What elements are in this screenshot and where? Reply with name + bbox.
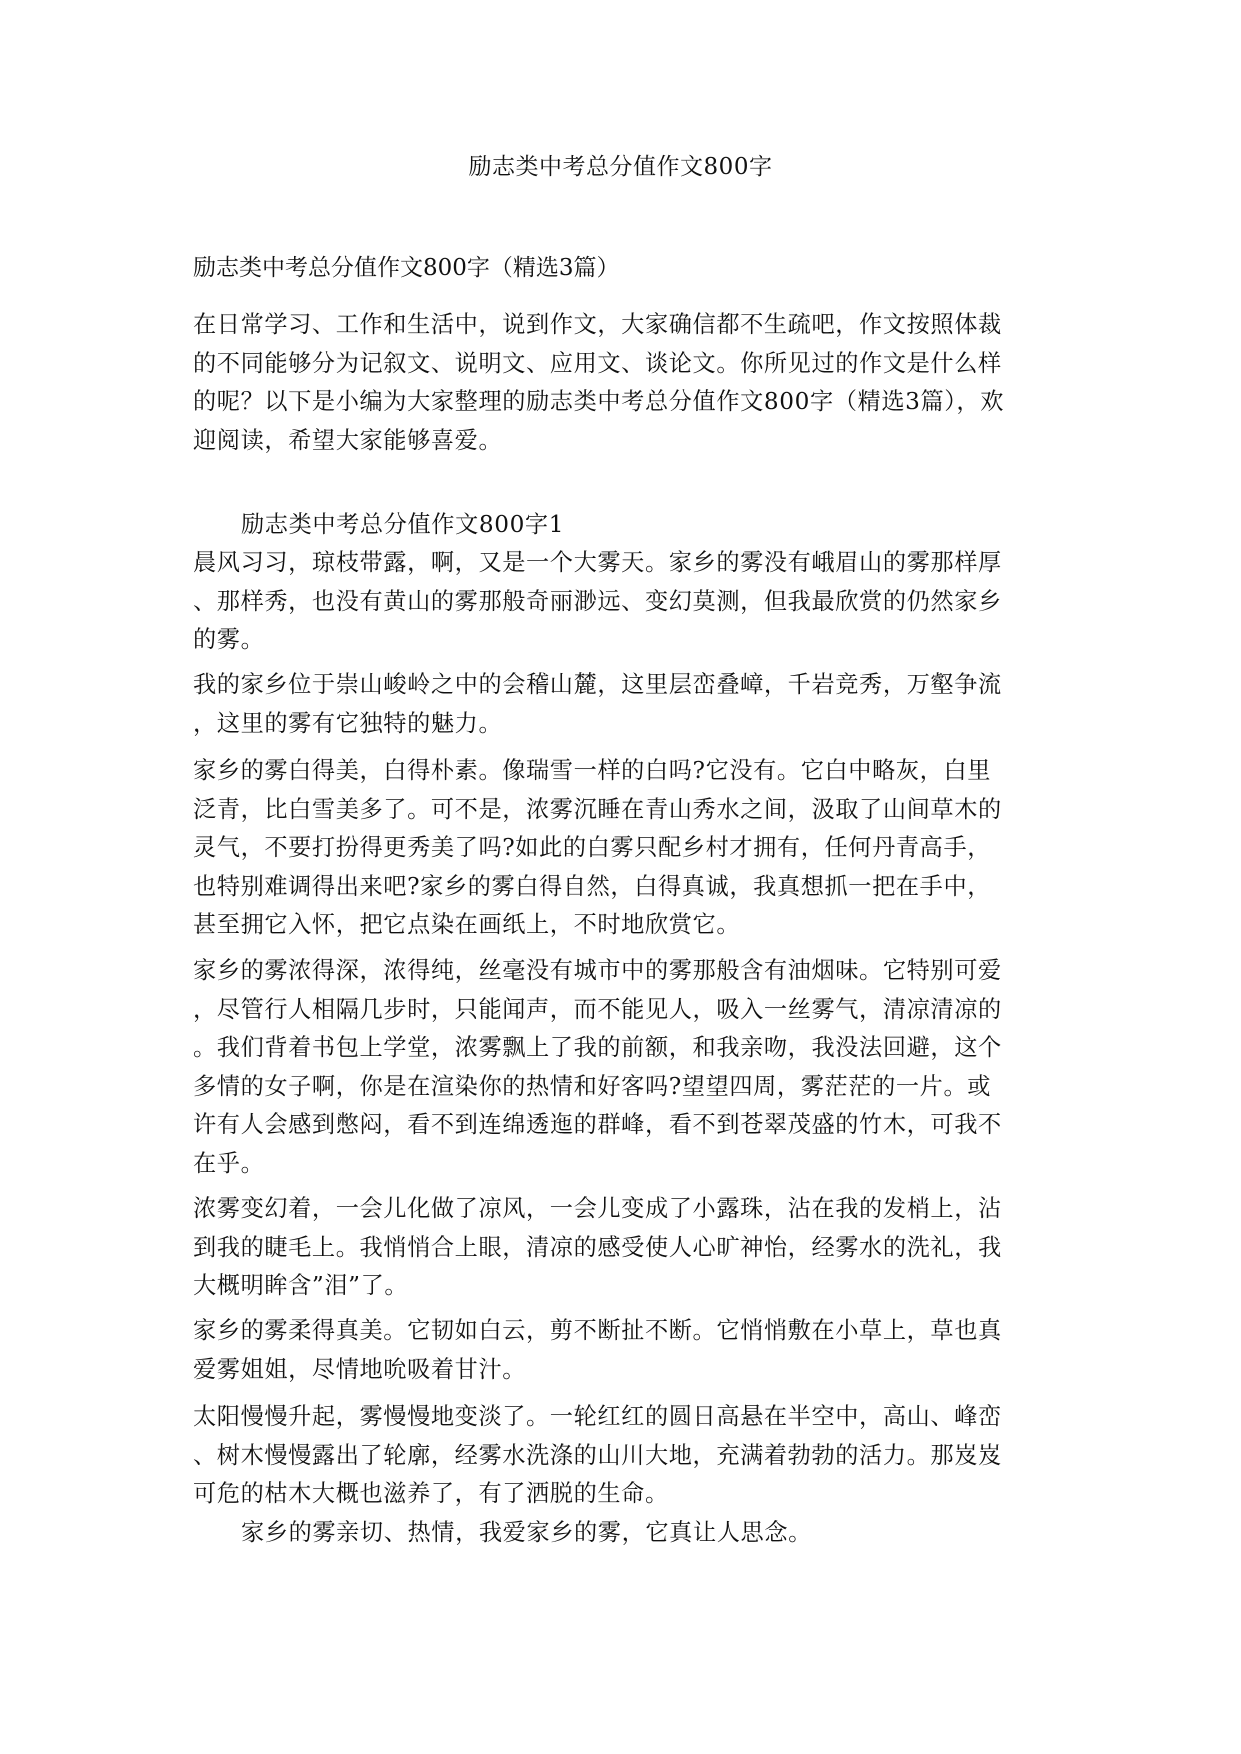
- paragraph-line: 太阳慢慢升起，雾慢慢地变淡了。一轮红红的圆日高悬在半空中，高山、峰峦: [193, 1403, 1002, 1430]
- essay-paragraph: [193, 666, 1049, 743]
- essay-paragraph: [193, 1190, 1049, 1306]
- paragraph-line: ，尽管行人相隔几步时，只能闻声，而不能见人，吸入一丝雾气，清凉清凉的: [193, 995, 1002, 1023]
- paragraph-line: 爱雾姐姐，尽情地吮吸着甘汁。: [193, 1355, 527, 1383]
- paragraph-line: 可危的枯木大概也滋养了，有了洒脱的生命。: [193, 1480, 669, 1508]
- intro-line: 的呢？以下是小编为大家整理的励志类中考总分值作文800字（精选3篇），欢: [193, 388, 1005, 416]
- page-title: 励志类中考总分值作文800字: [468, 154, 773, 180]
- paragraph-line: 浓雾变幻着，一会儿化做了凉风，一会儿变成了小露珠，沾在我的发梢上，沾: [193, 1195, 1002, 1222]
- closing-line: 家乡的雾亲切、热情，我爱家乡的雾，它真让人思念。: [241, 1518, 812, 1546]
- paragraph-line: 许有人会感到憋闷，看不到连绵透迤的群峰，看不到苍翠茂盛的竹木，可我不: [193, 1111, 1002, 1139]
- page-subtitle: 励志类中考总分值作文800字（精选3篇）: [193, 255, 620, 281]
- intro-line: 在日常学习、工作和生活中，说到作文，大家确信都不生疏吧，作文按照体裁: [193, 311, 1002, 338]
- intro-paragraph: [193, 306, 1049, 460]
- paragraph-line: 也特别难调得出来吧?家乡的雾白得自然，白得真诚，我真想抓一把在手中，: [193, 872, 992, 900]
- paragraph-line: 、树木慢慢露出了轮廓，经雾水洗涤的山川大地，充满着勃勃的活力。那岌岌: [193, 1441, 1002, 1469]
- essay-paragraph: [193, 544, 1049, 660]
- paragraph-line: 家乡的雾浓得深，浓得纯，丝毫没有城市中的雾那般含有油烟味。它特别可爱: [193, 957, 1002, 984]
- essay-paragraph: [193, 752, 1049, 945]
- intro-line: 的不同能够分为记叙文、说明文、应用文、谈论文。你所见过的作文是什么样: [193, 349, 1002, 377]
- paragraph-line: 多情的女子啊，你是在渲染你的热情和好客吗?望望四周，雾茫茫的一片。或: [193, 1072, 992, 1100]
- essay-paragraph: [193, 1312, 1049, 1389]
- paragraph-line: 晨风习习，琼枝带露，啊，又是一个大雾天。家乡的雾没有峨眉山的雾那样厚: [193, 549, 1002, 576]
- paragraph-line: 大概明眸含”泪”了。: [193, 1272, 409, 1300]
- paragraph-line: 灵气，不要打扮得更秀美了吗?如此的白雾只配乡村才拥有，任何丹青高手，: [193, 834, 992, 862]
- essay-heading-block: [193, 506, 1049, 545]
- paragraph-line: 的雾。: [193, 626, 265, 654]
- essay-paragraph: [193, 1398, 1049, 1552]
- intro-line: 迎阅读，希望大家能够喜爱。: [193, 426, 503, 454]
- essay-paragraph: [193, 952, 1049, 1184]
- paragraph-line: 家乡的雾白得美，白得朴素。像瑞雪一样的白吗?它没有。它白中略灰，白里: [193, 757, 992, 784]
- paragraph-line: 、那样秀，也没有黄山的雾那般奇丽渺远、变幻莫测，但我最欣赏的仍然家乡: [193, 587, 1002, 615]
- paragraph-line: 在乎。: [193, 1149, 265, 1177]
- essay-heading: 励志类中考总分值作文800字1: [241, 511, 565, 538]
- paragraph-line: 家乡的雾柔得真美。它韧如白云，剪不断扯不断。它悄悄敷在小草上，草也真: [193, 1317, 1002, 1344]
- paragraph-line: ，这里的雾有它独特的魅力。: [193, 709, 503, 737]
- paragraph-line: 。我们背着书包上学堂，浓雾飘上了我的前额，和我亲吻，我没法回避，这个: [193, 1034, 1002, 1062]
- paragraph-line: 泛青，比白雪美多了。可不是，浓雾沉睡在青山秀水之间，汲取了山间草木的: [193, 795, 1002, 823]
- paragraph-line: 到我的睫毛上。我悄悄合上眼，清凉的感受使人心旷神怡，经雾水的洗礼，我: [193, 1233, 1002, 1261]
- paragraph-line: 甚至拥它入怀，把它点染在画纸上，不时地欣赏它。: [193, 911, 741, 939]
- paragraph-line: 我的家乡位于崇山峻岭之中的会稽山麓，这里层峦叠嶂，千岩竞秀，万壑争流: [193, 671, 1002, 698]
